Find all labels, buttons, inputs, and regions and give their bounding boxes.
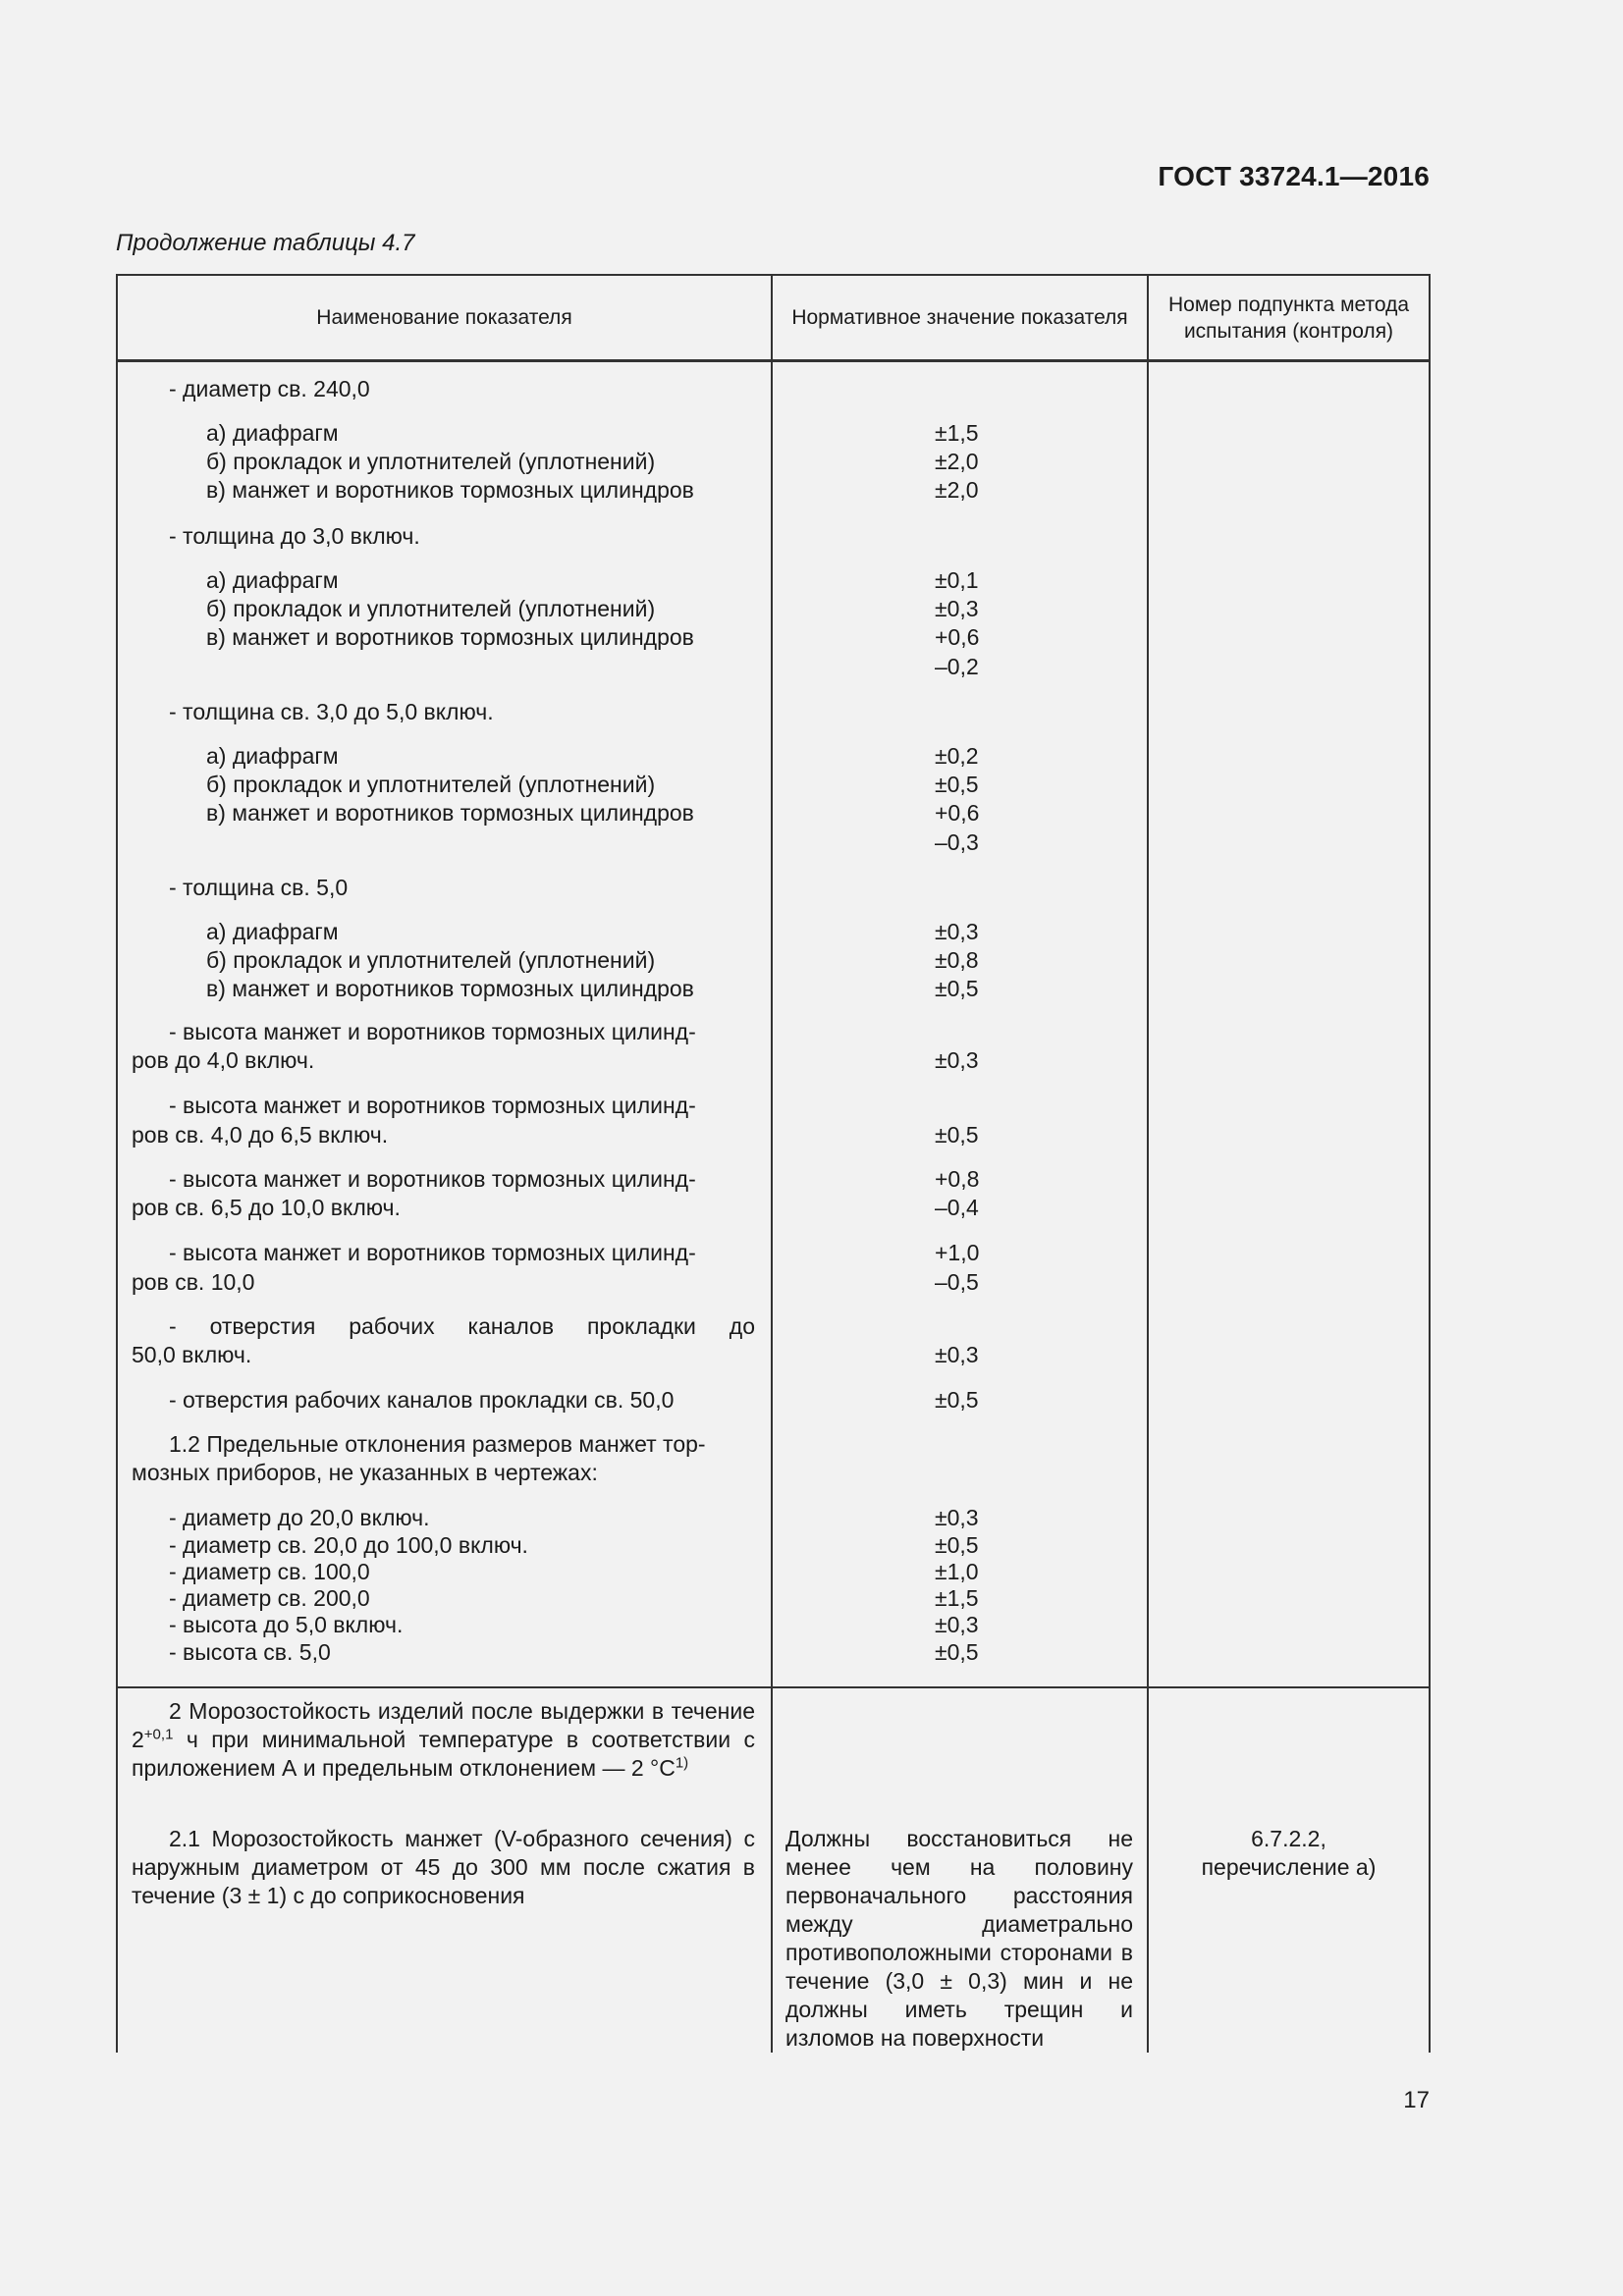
table-row-label: - диаметр св. 20,0 до 100,0 включ.	[169, 1532, 528, 1558]
column-divider-1	[771, 274, 773, 2053]
table-row-label: а) диафрагм	[206, 919, 339, 944]
table-row-label: а) диафрагм	[206, 420, 339, 446]
table-row-label: б) прокладок и уплотнителей (уплотнений)	[206, 947, 656, 973]
table-row-label: 1.2 Предельные отклонения размеров манжет тор-	[169, 1431, 706, 1457]
table-row-label: в) манжет и воротников тормозных цилиндров	[206, 477, 694, 503]
document-code: ГОСТ 33724.1—2016	[1158, 161, 1430, 191]
cuff-frost-method-line-1: 6.7.2.2,	[1251, 1826, 1326, 1851]
table-row-label: - толщина до 3,0 включ.	[169, 523, 420, 549]
table-row-value: ±1,5	[935, 1585, 979, 1611]
table-row-value: +1,0	[935, 1240, 980, 1265]
table-row-label: ров св. 6,5 до 10,0 включ.	[132, 1195, 401, 1220]
table-row-label: - высота манжет и воротников тормозных цилинд-	[169, 1019, 696, 1044]
column-border-right	[1429, 274, 1431, 2053]
table-row-label: - высота манжет и воротников тормозных цилинд-	[169, 1166, 696, 1192]
table-row-label: - отверстия рабочих каналов прокладки св. 50,0	[169, 1387, 675, 1413]
table-caption: Продолжение таблицы 4.7	[116, 230, 415, 256]
cuff-frost-resistance-text: 2.1 Морозостойкость манжет (V-образного сечения) с наружным диаметром от 45 до 300 мм после сжатия в течение (3 ± 1) с до соприкосновения	[132, 1826, 755, 1908]
frost-text-part-a: 2 Морозостойкость изделий после выдержки в течение 2	[132, 1698, 755, 1752]
row-divider	[116, 1686, 1431, 1688]
table-row-label: в) манжет и воротников тормозных цилиндров	[206, 800, 694, 826]
table-row-label: - высота манжет и воротников тормозных цилинд-	[169, 1240, 696, 1265]
header-divider	[116, 359, 1431, 362]
table-row-value: –0,4	[935, 1195, 979, 1220]
table-row-label: мозных приборов, не указанных в чертежах:	[132, 1460, 598, 1485]
column-header-value: Нормативное значение показателя	[791, 306, 1128, 329]
table-row-value: ±0,8	[935, 947, 979, 973]
table-row-value: ±0,5	[935, 1387, 979, 1413]
standards-table	[116, 274, 1431, 2053]
table-row-value: ±0,3	[935, 919, 979, 944]
cuff-frost-resistance-value: Должны восстановиться не менее чем на половину первоначального расстояния между диаметрально противоположными сторонами в течение (3,0 ± 0,3) мин и не должны иметь трещин и изломов на поверхности	[785, 1826, 1133, 2051]
table-row-label: ров св. 10,0	[132, 1269, 255, 1295]
table-row-label: - диаметр св. 200,0	[169, 1585, 370, 1611]
table-row-label: - толщина св. 3,0 до 5,0 включ.	[169, 699, 494, 724]
table-row-value: ±1,0	[935, 1559, 979, 1584]
table-row-value: –0,3	[935, 829, 979, 855]
table-row-value: ±0,5	[935, 1122, 979, 1148]
table-row-value: ±0,3	[935, 1047, 979, 1073]
column-header-name: Наименование показателя	[316, 306, 572, 329]
table-row-label: - отверстия рабочих каналов прокладки до	[169, 1313, 755, 1339]
table-row-label: - высота св. 5,0	[169, 1639, 331, 1665]
table-row-value: +0,6	[935, 624, 980, 650]
table-row-label: - высота до 5,0 включ.	[169, 1612, 404, 1637]
frost-text-part-b: ч при минимальной температуре в соответствии с приложением А и предельным отклонением — 2 °С	[132, 1727, 755, 1781]
frost-resistance-text	[132, 1697, 755, 1783]
column-header-method: Номер подпункта метода испытания (контроля)	[1167, 293, 1410, 343]
table-row-value: ±0,3	[935, 596, 979, 621]
table-row-value: ±0,3	[935, 1505, 979, 1530]
table-row-value: +0,6	[935, 800, 980, 826]
table-row-value: ±0,3	[935, 1612, 979, 1637]
table-row-label: б) прокладок и уплотнителей (уплотнений)	[206, 596, 656, 621]
table-row-label: ров до 4,0 включ.	[132, 1047, 315, 1073]
table-row-value: ±0,2	[935, 743, 979, 769]
table-row-value: ±0,5	[935, 1639, 979, 1665]
table-row-label: в) манжет и воротников тормозных цилиндров	[206, 624, 694, 650]
column-divider-2	[1147, 274, 1149, 2053]
table-row-value: ±0,3	[935, 1342, 979, 1367]
table-row-label: б) прокладок и уплотнителей (уплотнений)	[206, 772, 656, 797]
table-row-value: ±2,0	[935, 477, 979, 503]
table-row-value: ±0,1	[935, 567, 979, 593]
table-row-label: - диаметр св. 100,0	[169, 1559, 370, 1584]
cuff-frost-method-line-2: перечисление а)	[1201, 1854, 1377, 1880]
table-row-value: –0,5	[935, 1269, 979, 1295]
table-row-value: ±1,5	[935, 420, 979, 446]
duration-tolerance: +0,1	[143, 1726, 174, 1743]
table-row-label: а) диафрагм	[206, 743, 339, 769]
column-border-left	[116, 274, 118, 2053]
table-row-label: - диаметр до 20,0 включ.	[169, 1505, 430, 1530]
table-row-value: ±2,0	[935, 449, 979, 474]
table-row-value: ±0,5	[935, 1532, 979, 1558]
table-row-value: +0,8	[935, 1166, 980, 1192]
table-row-value: ±0,5	[935, 976, 979, 1001]
table-row-value: ±0,5	[935, 772, 979, 797]
page-number: 17	[1403, 2087, 1430, 2113]
table-row-label: - диаметр св. 240,0	[169, 376, 370, 401]
table-row-label: в) манжет и воротников тормозных цилиндров	[206, 976, 694, 1001]
footnote-ref: 1)	[675, 1754, 689, 1772]
table-row-label: ров св. 4,0 до 6,5 включ.	[132, 1122, 389, 1148]
table-row-label: - высота манжет и воротников тормозных цилинд-	[169, 1093, 696, 1118]
table-row-label: а) диафрагм	[206, 567, 339, 593]
table-row-value: –0,2	[935, 654, 979, 679]
table-row-label: - толщина св. 5,0	[169, 875, 349, 900]
table-row-label: 50,0 включ.	[132, 1342, 252, 1367]
table-row-label: б) прокладок и уплотнителей (уплотнений)	[206, 449, 656, 474]
